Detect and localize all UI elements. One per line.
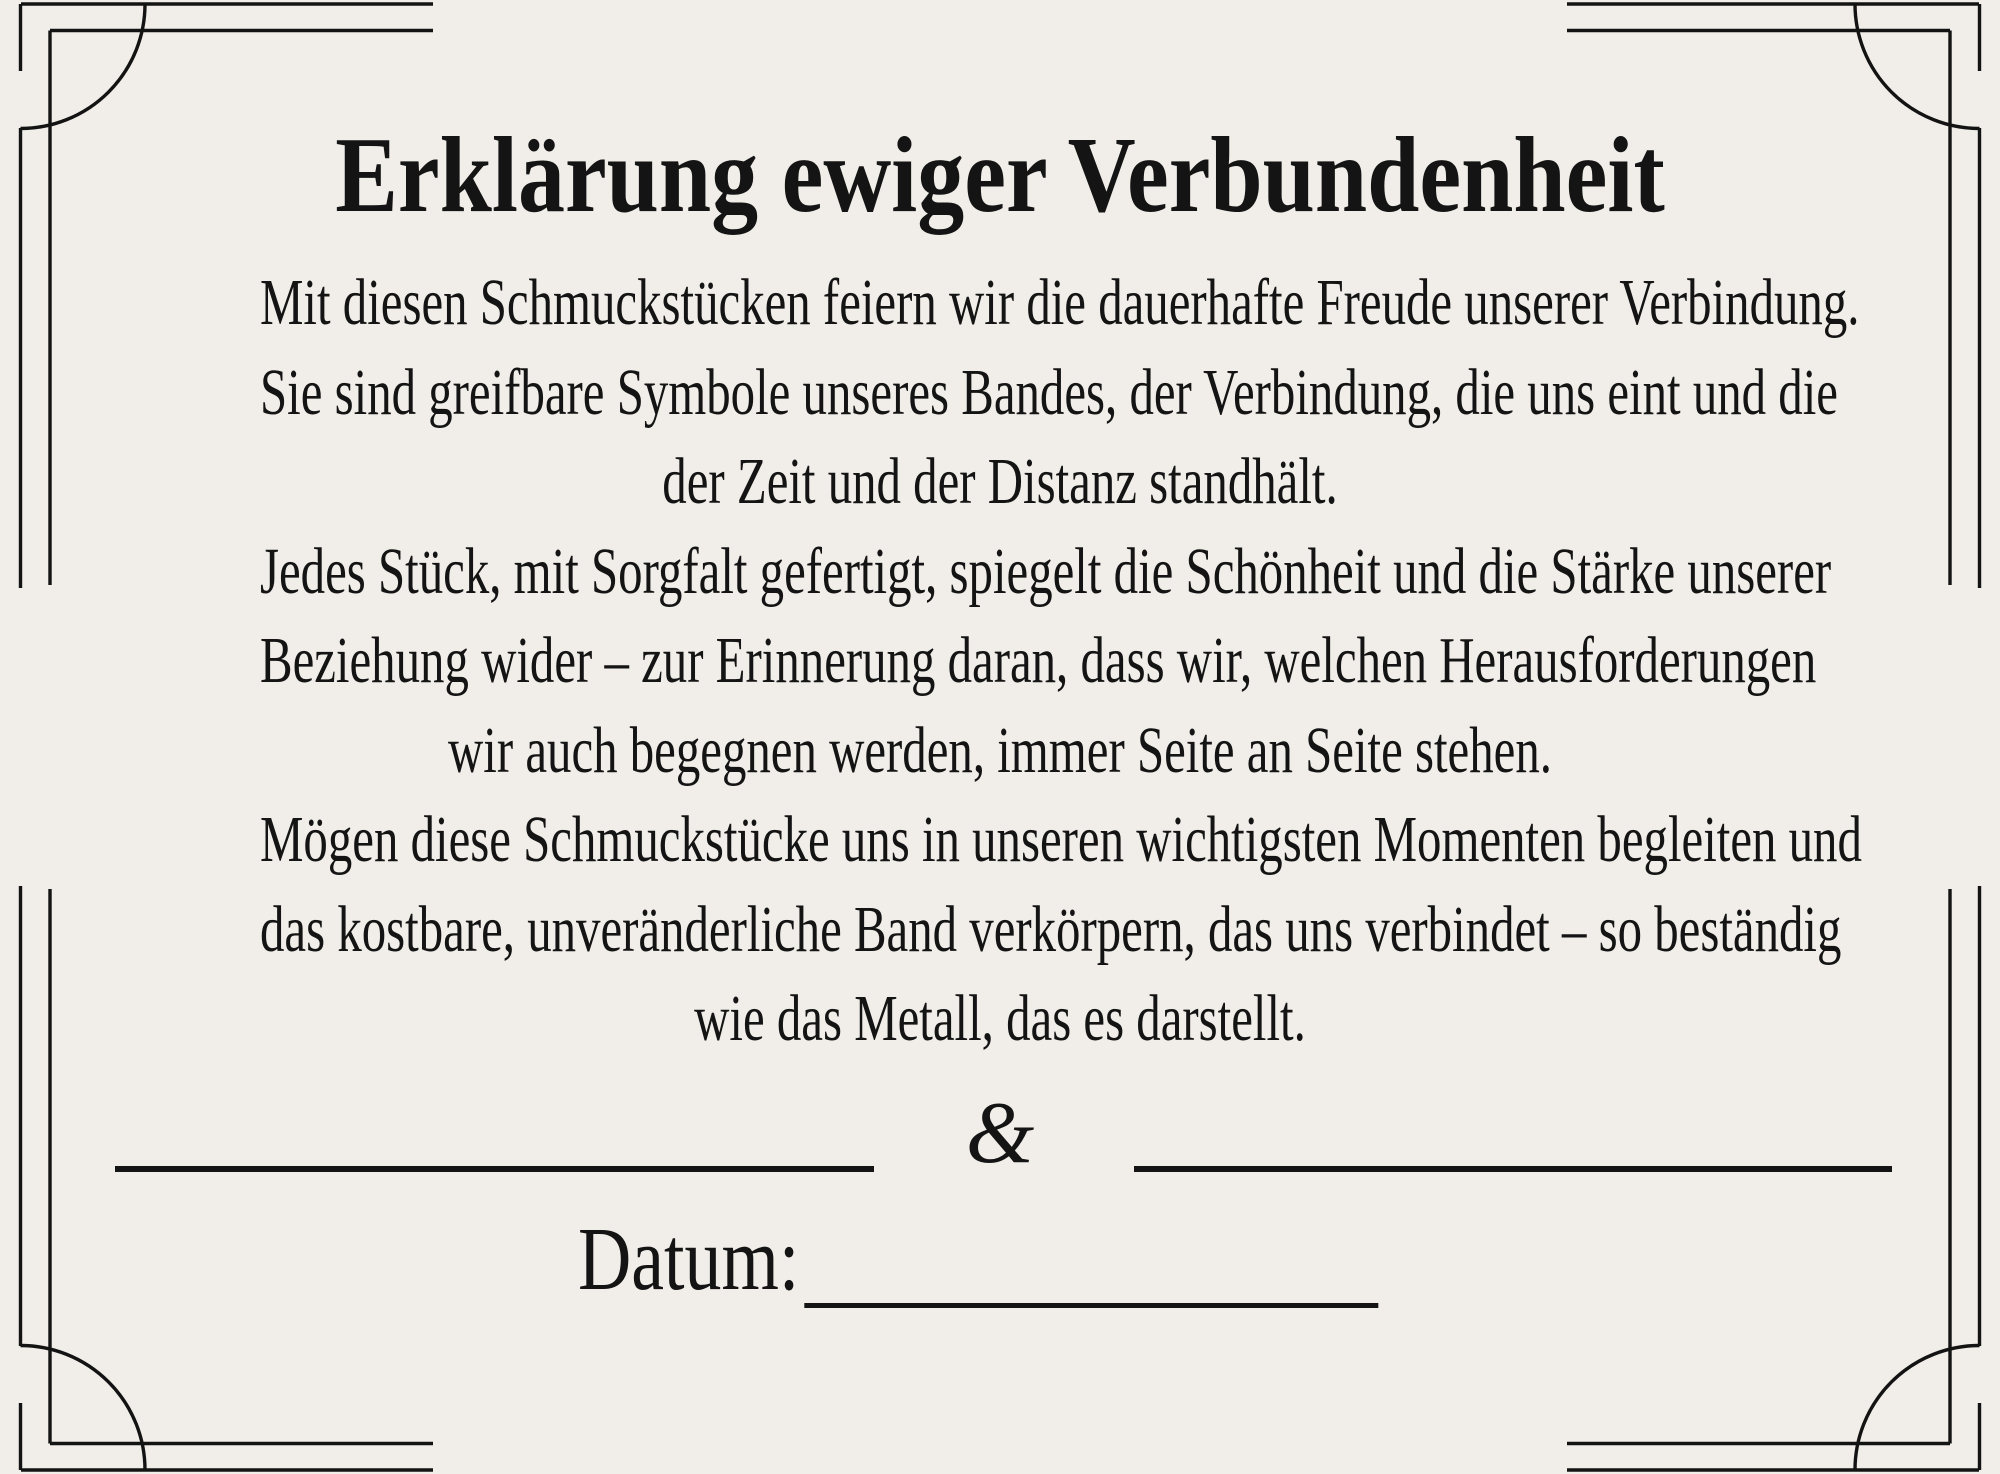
body-line: Sie sind greifbare Symbole unseres Bandes, der Verbindung, die uns eint und die: [260, 355, 1838, 429]
body-line: Mögen diese Schmuckstücke uns in unseren wichtigsten Momenten begleiten und: [260, 803, 1862, 876]
body-line: der Zeit und der Distanz standhält.: [662, 445, 1338, 518]
date-fill-line: [804, 1303, 1378, 1308]
body-line: das kostbare, unveränderliche Band verkörpern, das uns verbindet – so beständig: [260, 892, 1842, 966]
date-label: Datum:: [578, 1210, 800, 1309]
certificate-body: [260, 258, 1862, 1064]
date-section: [578, 1205, 1378, 1315]
partner1-signature-line: [115, 1166, 874, 1172]
body-line: Mit diesen Schmuckstücken feiern wir die dauerhafte Freude unserer Verbindung.: [260, 266, 1860, 339]
body-line: Jedes Stück, mit Sorgfalt gefertigt, spiegelt die Schönheit und die Stärke unserer: [260, 534, 1832, 608]
certificate-title: Erklärung ewiger Verbundenheit: [335, 116, 1665, 235]
partner2-signature-line: [1134, 1166, 1892, 1172]
ampersand-separator: &: [965, 1085, 1035, 1182]
body-line: wir auch begegnen werden, immer Seite an Seite stehen.: [448, 713, 1552, 787]
body-line: wie das Metall, das es darstellt.: [694, 982, 1306, 1055]
body-line: Beziehung wider – zur Erinnerung daran, dass wir, welchen Herausforderungen: [260, 624, 1817, 697]
